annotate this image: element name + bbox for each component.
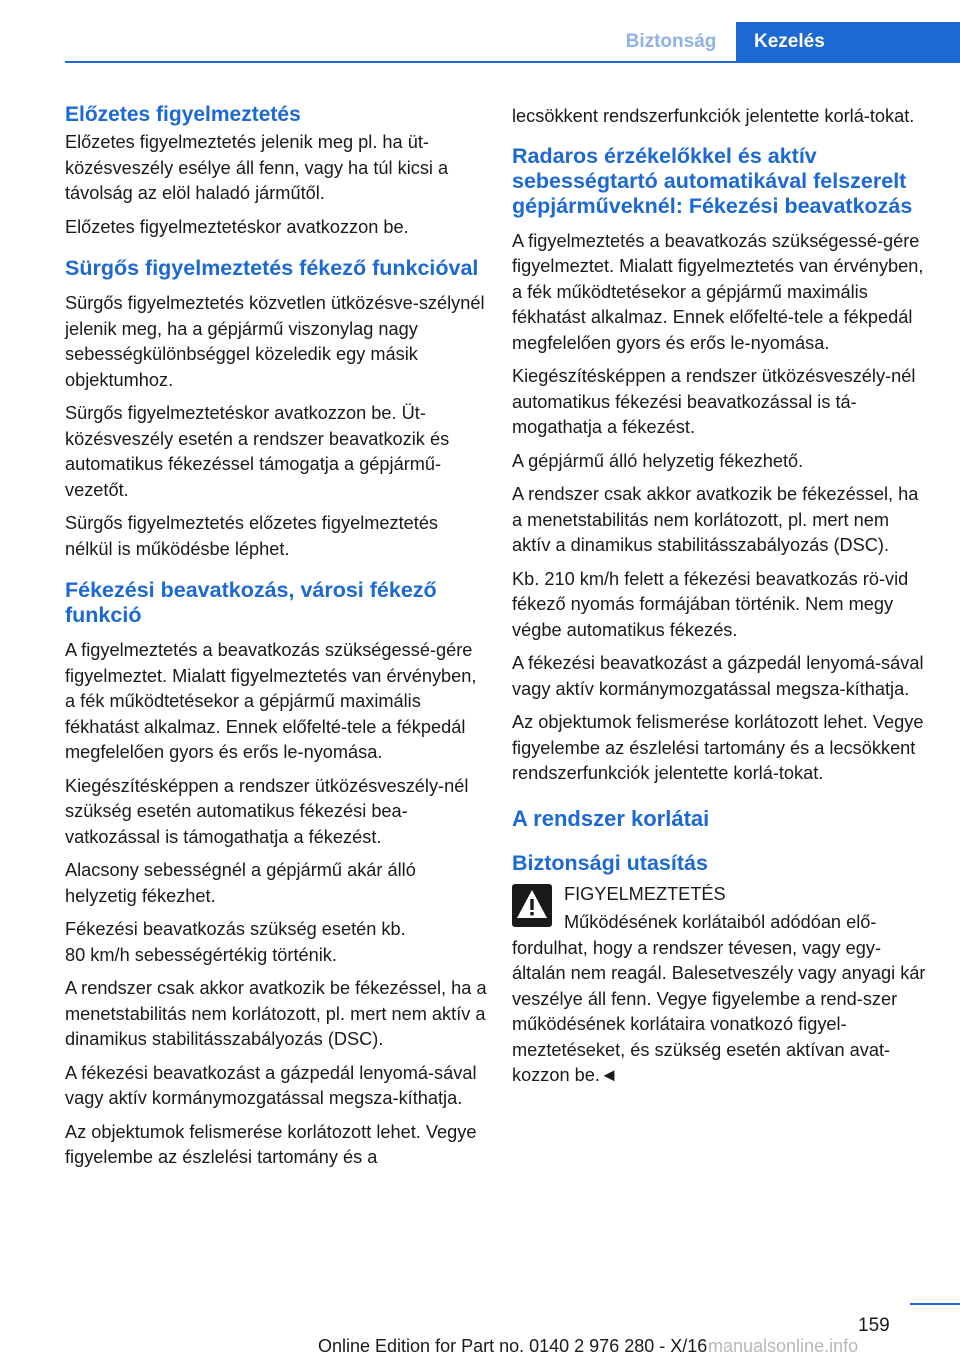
tab-kezeles[interactable]: Kezelés: [736, 22, 960, 63]
paragraph: Alacsony sebességnél a gépjármű akár álló helyzetig fékezhet.: [65, 860, 416, 906]
page-number: 159: [858, 1315, 890, 1336]
heading-elozetes: Előzetes figyelmeztetés: [65, 103, 301, 126]
paragraph: A gépjármű álló helyzetig fékezhető.: [512, 450, 804, 471]
paragraph: A rendszer csak akkor avatkozik be fékezéssel, ha a menetstabilitás nem korlátozott, pl. mert nem aktív a dinamikus stabilitásszabályozás (DSC).: [65, 978, 487, 1049]
heading-surgos: Sürgős figyelmeztetés fékező funkcióval: [65, 256, 479, 280]
left-column: [65, 102, 490, 1179]
paragraph: Kb. 210 km/h felett a fékezési beavatkozás rö-vid fékező nyomás formájában történik. Nem megy végbe automatikus fékezés.: [512, 568, 909, 640]
paragraph: Kiegészítésképpen a rendszer ütközésveszély-nél automatikus fékezési beavatkozással is tá-mogathatja a fékezést.: [512, 366, 916, 437]
paragraph: Előzetes figyelmeztetéskor avatkozzon be.: [65, 216, 409, 237]
paragraph: Az objektumok felismerése korlátozott lehet. Vegye figyelembe az észlelési tartomány és a: [65, 1121, 477, 1167]
footer-rule: [910, 1303, 960, 1305]
heading-biztonsagi-utasitas: Biztonsági utasítás: [512, 850, 708, 875]
paragraph: A figyelmeztetés a beavatkozás szükségessé-gére figyelmeztet. Mialatt figyelmeztetés van érvényben, a fék működtetésekor a gépjármű maximális fékhatást alkalmaz. Ennek előfelté-tele a fékpedál megfelelően gyors és erős le-nyomása.: [512, 230, 924, 353]
paragraph: Kiegészítésképpen a rendszer ütközésveszély-nél szükség esetén automatikus fékezési bea-vatkozással is támogathatja a fékezést.: [65, 775, 469, 847]
speed-limit-line-2: 80 km/h sebességértékig történik.: [65, 944, 337, 965]
warning-triangle-icon: [512, 884, 552, 927]
heading-fekezesi: Fékezési beavatkozás, városi fékező funkció: [65, 578, 437, 627]
paragraph: Sürgős figyelmeztetéskor avatkozzon be. Üt-közésveszély esetén a rendszer beavatkozik és automatikus fékezéssel támogatja a gépjármű-vezetőt.: [65, 403, 450, 500]
paragraph: Előzetes figyelmeztetés jelenik meg pl. ha üt-közésveszély esélye áll fenn, vagy ha túl kicsi a távolság az elöl haladó járműtől.: [65, 132, 449, 203]
paragraph: A fékezési beavatkozást a gázpedál lenyomá-sával vagy aktív kormánymozgatással megsza-kíthatja.: [65, 1062, 477, 1108]
watermark: manualsonline.info: [708, 1336, 859, 1356]
tab-biztonsag[interactable]: Biztonság: [625, 31, 717, 52]
paragraph: Sürgős figyelmeztetés közvetlen ütközésve-szélynél jelenik meg, ha a gépjármű viszonylag nagy sebességkülönbséggel közeledik egy másik objektumhoz.: [65, 293, 485, 390]
right-column: [512, 104, 932, 1097]
paragraph: [65, 917, 490, 968]
paragraph: A figyelmeztetés a beavatkozás szükségessé-gére figyelmeztet. Mialatt figyelmeztetés van érvényben, a fék működtetésekor a gépjármű maximális fékhatást alkalmaz. Ennek előfelté-tele a fékpedál megfelelően gyors és erős le-nyomása.: [65, 640, 477, 762]
paragraph: A rendszer csak akkor avatkozik be fékezéssel, ha a menetstabilitás nem korlátozott, pl. mert nem aktív a dinamikus stabilitásszabályozás (DSC).: [512, 484, 919, 555]
speed-limit-line-1: Fékezési beavatkozás szükség esetén kb.: [65, 919, 406, 939]
paragraph: Az objektumok felismerése korlátozott lehet. Vegye figyelembe az észlelési tartomány és a lecsökkent rendszerfunkciók jelentette korlá-tokat.: [512, 712, 924, 783]
warning-text: fordulhat, hogy a rendszer tévesen, vagy egy-általán nem reagál. Balesetveszély vagy anyagi kár veszélye áll fenn. Vegye figyelembe a rend-szer működésének korlátaira vonatkozó figyel-meztetéseket, és szükség esetén aktívan avat-kozzon be.◄: [512, 937, 926, 1085]
heading-radar: Radaros érzékelőkkel és aktív sebességtartó automatikával felszerelt gépjárműveknél: Fékezési beavatkozás: [512, 143, 913, 218]
paragraph: Sürgős figyelmeztetés előzetes figyelmeztetés nélkül is működésbe léphet.: [65, 513, 439, 559]
warning-box: [512, 882, 932, 1089]
warning-text-line-1: Működésének korlátaiból adódóan elő-: [564, 912, 877, 932]
edition-note: Online Edition for Part no. 0140 2 976 280 - X/16: [318, 1336, 708, 1356]
paragraph: lecsökkent rendszerfunkciók jelentette korlá-tokat.: [512, 106, 915, 126]
heading-rendszer-korlatai: A rendszer korlátai: [512, 805, 710, 831]
paragraph: A fékezési beavatkozást a gázpedál lenyomá-sával vagy aktív kormánymozgatással megsza-kíthatja.: [512, 653, 924, 699]
warning-title: FIGYELMEZTETÉS: [564, 883, 726, 904]
